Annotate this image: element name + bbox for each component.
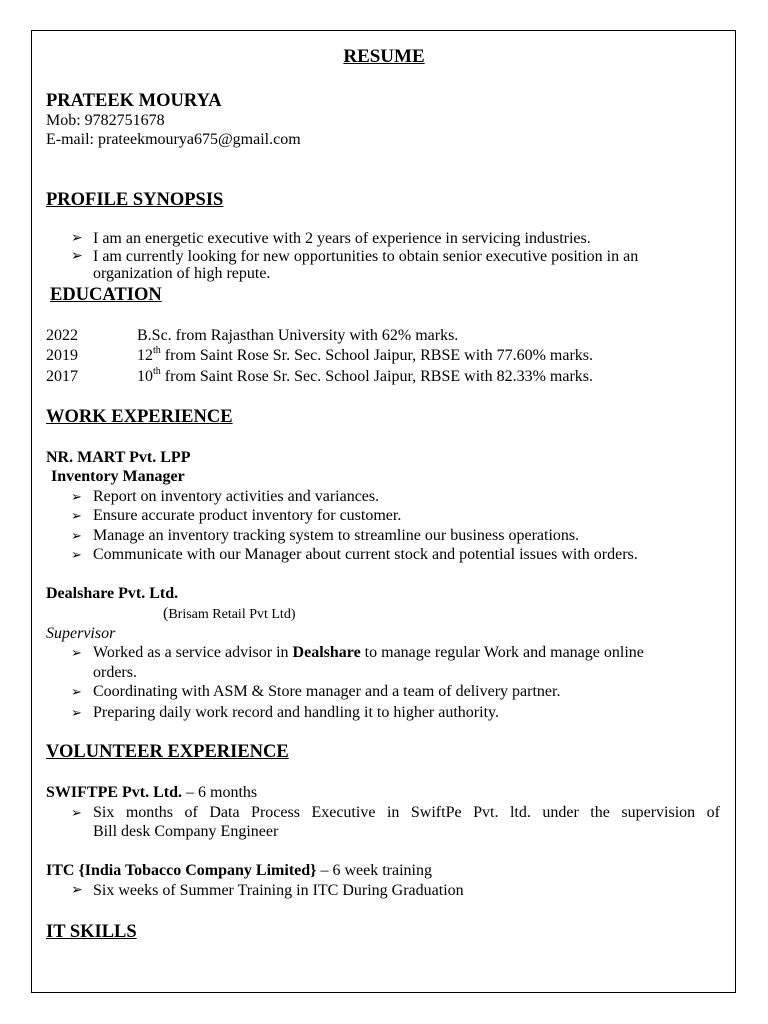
arrow-bullet-icon: ➢ [71,805,82,820]
education-detail: 10th from Saint Rose Sr. Sec. School Jaipur, RBSE with 82.33% marks. [137,365,594,385]
arrow-bullet-icon: ➢ [71,231,83,246]
resume-title: RESUME [343,46,425,67]
arrow-bullet-icon: ➢ [71,249,83,264]
company-name: Dealshare Pvt. Ltd. [46,585,179,602]
it-skills-heading: IT SKILLS [46,922,137,942]
work-experience-heading: WORK EXPERIENCE [46,407,233,427]
list-item: Preparing daily work record and handling it to higher authority. [93,704,499,721]
list-item-continuation: organization of high repute. [93,265,271,282]
volunteer-experience-heading: VOLUNTEER EXPERIENCE [46,742,289,762]
company-name: NR. MART Pvt. LPP [46,449,191,466]
job-role: Supervisor [46,625,116,642]
list-item-continuation: orders. [93,664,137,681]
list-item: Six weeks of Summer Training in ITC During Graduation [93,882,464,899]
list-item: I am an energetic executive with 2 years of experience in servicing industries. [93,230,591,247]
job-role: Inventory Manager [51,468,185,485]
list-item-continuation: Bill desk Company Engineer [93,823,279,840]
list-item: Report on inventory activities and variances. [93,488,380,505]
education-year: 2019 [46,347,78,364]
email-address: E-mail: prateekmourya675@gmail.com [46,131,301,148]
education-detail: B.Sc. from Rajasthan University with 62% marks. [137,327,459,344]
list-item: Coordinating with ASM & Store manager and a team of delivery partner. [93,683,561,700]
list-item: I am currently looking for new opportunities to obtain senior executive position in an [93,248,639,265]
mobile-number: Mob: 9782751678 [46,112,165,129]
list-item: Six months of Data Process Executive in SwiftPe Pvt. ltd. under the supervision of [93,804,720,821]
arrow-bullet-icon: ➢ [71,684,82,699]
education-heading: EDUCATION [50,285,162,305]
volunteer-org: ITC {India Tobacco Company Limited} – 6 week training [46,862,432,879]
volunteer-org: SWIFTPE Pvt. Ltd. – 6 months [46,784,258,801]
candidate-name: PRATEEK MOURYA [46,91,222,111]
arrow-bullet-icon: ➢ [71,489,82,504]
arrow-bullet-icon: ➢ [71,883,83,898]
arrow-bullet-icon: ➢ [71,547,82,562]
arrow-bullet-icon: ➢ [71,528,82,543]
education-year: 2022 [46,327,78,344]
list-item: Worked as a service advisor in Dealshare to manage regular Work and manage online [93,644,644,661]
arrow-bullet-icon: ➢ [71,508,82,523]
profile-synopsis-heading: PROFILE SYNOPSIS [46,190,224,210]
education-year: 2017 [46,368,78,385]
education-detail: 12th from Saint Rose Sr. Sec. School Jaipur, RBSE with 77.60% marks. [137,344,594,364]
subsidiary-name: (Brisam Retail Pvt Ltd) [163,605,296,622]
arrow-bullet-icon: ➢ [71,645,82,660]
list-item: Communicate with our Manager about current stock and potential issues with orders. [93,546,638,563]
list-item: Manage an inventory tracking system to streamline our business operations. [93,527,580,544]
list-item: Ensure accurate product inventory for customer. [93,507,402,524]
arrow-bullet-icon: ➢ [71,705,82,720]
